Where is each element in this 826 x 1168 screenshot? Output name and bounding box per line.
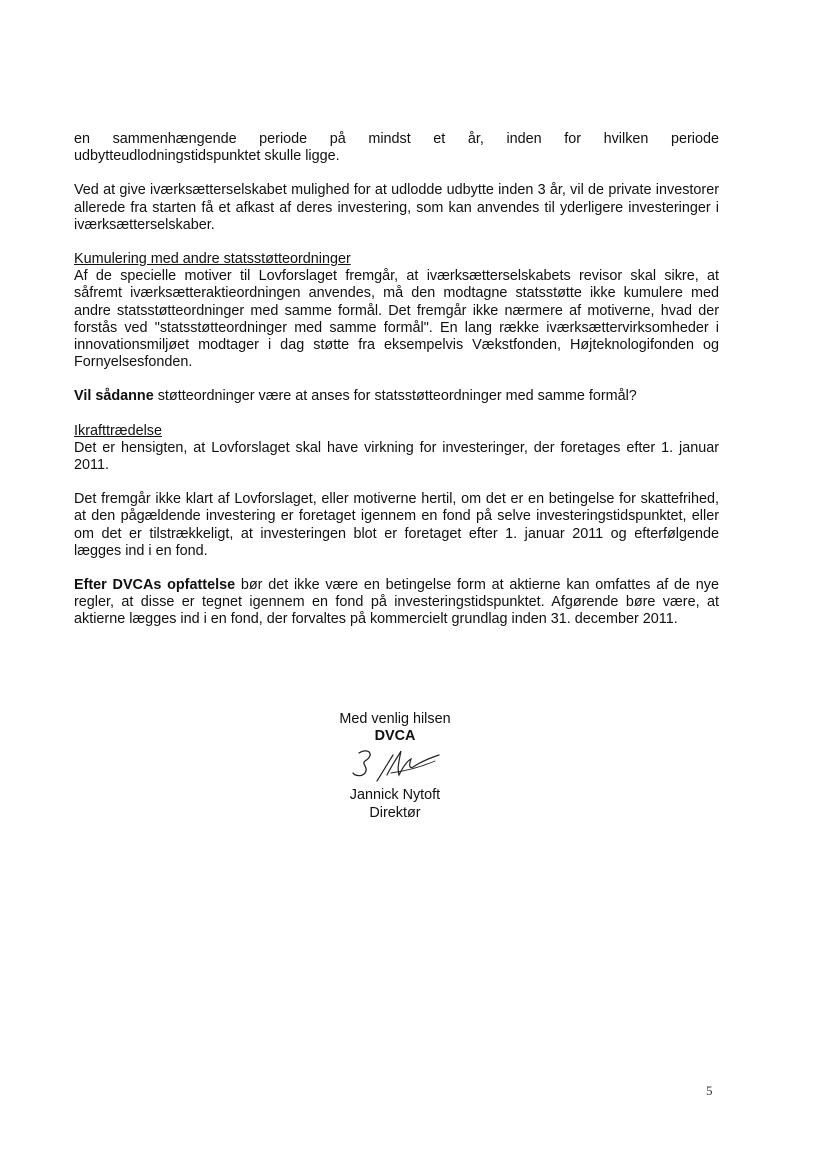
section-heading-entry-into-force: Ikrafttrædelse: [74, 422, 162, 439]
section-body-cumulation: Af de specielle motiver til Lovforslaget fremgår, at iværksætterselskabets revisor skal sikre, at såfremt iværksætteraktieordningen anvendes, må den modtagne statsstøtte ikke kumulere med andre statsstøtteordninger med samme formål. Det fremgår ikke nærmere af motiverne, hvad der forstås ved "statsstøtteordninger med samme formål". En lang række iværksættervirksomheder i innovationsmiljøet modtager i dag støtte fra eksempelvis Vækstfonden, Højteknologifonden og Fornyelsesfonden.: [74, 268, 719, 371]
letter-body: [74, 131, 719, 629]
paragraph-dividend-period: en sammenhængende periode på mindst et år, inden for hvilken periode udbytteudlodningstidspunktet skulle ligge.: [74, 131, 719, 165]
signature-greeting: Med venlig hilsen: [339, 711, 451, 727]
section-body-entry-into-force: Det er hensigten, at Lovforslaget skal have virkning for investeringer, der foretages efter 1. januar 2011.: [74, 439, 719, 474]
paragraph-fund-condition: Det fremgår ikke klart af Lovforslaget, eller motiverne hertil, om det er en betingelse for skattefrihed, at den pågældende investering er foretaget igennem en fond på selve investeringstidspunktet, eller om det er tilstrækkeligt, at investeringen blot er foretaget efter 1. januar 2011 og efterfølgende lægges ind i en fond.: [74, 491, 719, 559]
handwritten-signature: [335, 745, 455, 787]
paragraph-dividend-distribution: Ved at give iværksætterselskabet mulighed for at udlodde udbytte inden 3 år, vil de private investorer allerede fra starten få et afkast af deres investering, som kan anvendes til yderligere investeringer i iværksætterselskaber.: [74, 182, 719, 233]
question-text: støtteordninger være at anses for statsstøtteordninger med samme formål?: [153, 388, 637, 405]
opinion-text: bør det ikke være en betingelse form at aktierne kan omfattes af de nye regler, at disse er tegnet igennem en fond på investeringstidspunktet. Afgørende børe være, at aktierne lægges ind i en fond, der forvaltes på kommercielt grundlag inden 31. december 2011.: [74, 577, 720, 628]
section-heading-cumulation: Kumulering med andre statsstøtteordninger: [74, 251, 351, 268]
signature-organization: DVCA: [374, 728, 416, 745]
signature-name: Jannick Nytoft: [349, 787, 441, 804]
signature-title: Direktør: [369, 804, 421, 821]
paragraph-question: [74, 388, 719, 405]
signature-block: [320, 711, 470, 822]
section-entry-into-force: [74, 423, 719, 475]
opinion-emphasis: Efter DVCAs opfattelse: [74, 577, 236, 594]
question-emphasis: Vil sådanne: [74, 388, 154, 405]
section-cumulation: [74, 251, 719, 371]
paragraph-dvca-opinion: [74, 577, 719, 629]
page-number: 5: [706, 1083, 713, 1098]
